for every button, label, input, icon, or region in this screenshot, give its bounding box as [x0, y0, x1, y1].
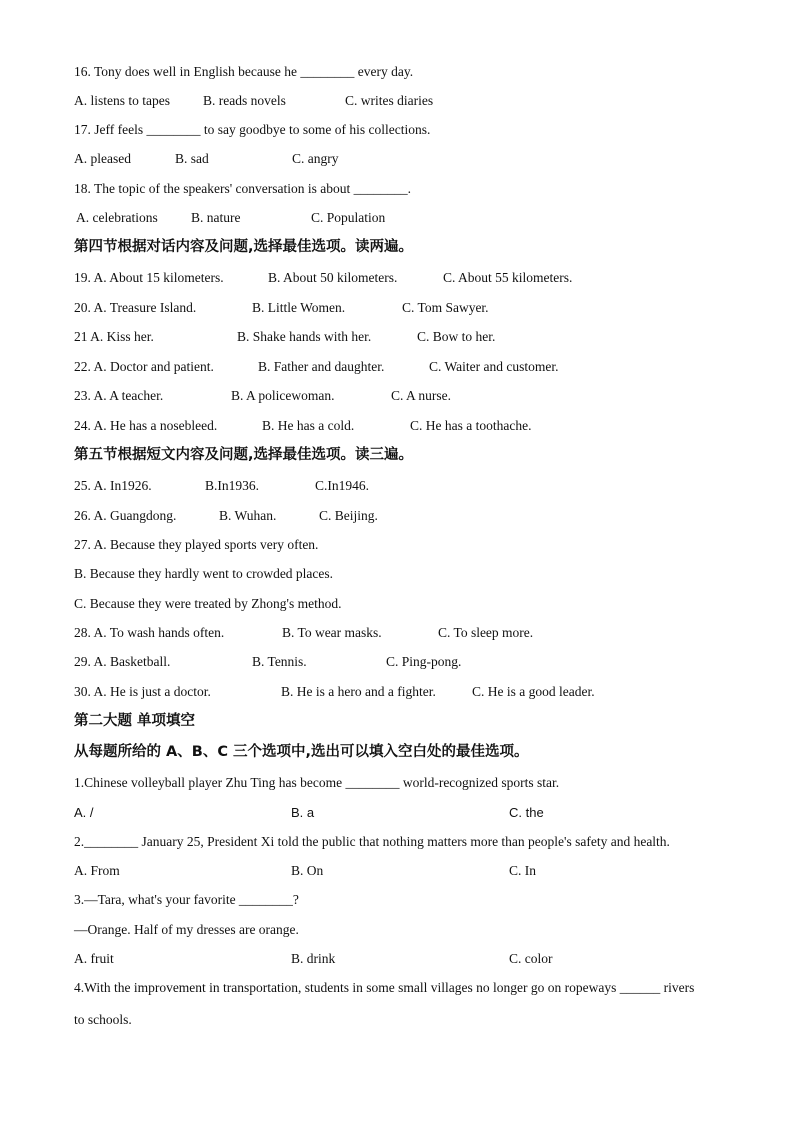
option-a[interactable]: 20. A. Treasure Island.	[74, 300, 197, 315]
part2-question-4-stem-continued: to schools.	[74, 1012, 132, 1027]
option-c[interactable]: C. Bow to her.	[417, 329, 496, 344]
option-b[interactable]: B. He is a hero and a fighter.	[281, 684, 436, 699]
question-27-option-a[interactable]: 27. A. Because they played sports very often.	[74, 537, 319, 552]
option-b[interactable]: B. Little Women.	[252, 300, 346, 315]
section-5-heading: 第五节根据短文内容及问题,选择最佳选项。读三遍。	[74, 447, 414, 463]
question-16-stem: 16. Tony does well in English because he ________ every day.	[74, 64, 414, 79]
option-b[interactable]: B. Tennis.	[252, 654, 307, 669]
option-b[interactable]: B. Father and daughter.	[258, 359, 385, 374]
option-c[interactable]: C. angry	[292, 151, 339, 166]
option-b[interactable]: B. reads novels	[203, 93, 286, 108]
option-b[interactable]: B. A policewoman.	[231, 388, 335, 403]
option-c[interactable]: C. Waiter and customer.	[429, 359, 559, 374]
option-c[interactable]: C. Beijing.	[319, 508, 378, 523]
option-b[interactable]: B. drink	[291, 951, 336, 966]
option-a[interactable]: A. listens to tapes	[74, 93, 170, 108]
option-a[interactable]: 29. A. Basketball.	[74, 654, 171, 669]
option-a[interactable]: 28. A. To wash hands often.	[74, 625, 225, 640]
option-c[interactable]: C.In1946.	[315, 478, 369, 493]
part2-question-4-stem: 4.With the improvement in transportation, students in some small villages no longer go on ropeways ______ rivers	[74, 980, 695, 995]
section-4-heading: 第四节根据对话内容及问题,选择最佳选项。读两遍。	[74, 239, 414, 255]
option-a[interactable]: 25. A. In1926.	[74, 478, 152, 493]
option-b[interactable]: B. He has a cold.	[262, 418, 355, 433]
option-b[interactable]: B.In1936.	[205, 478, 259, 493]
part2-question-1-stem: 1.Chinese volleyball player Zhu Ting has become ________ world-recognized sports star.	[74, 775, 560, 790]
option-a[interactable]: 23. A. A teacher.	[74, 388, 164, 403]
option-c[interactable]: C. To sleep more.	[438, 625, 534, 640]
option-a[interactable]: 24. A. He has a nosebleed.	[74, 418, 218, 433]
part2-question-3-stem: 3.—Tara, what's your favorite ________?	[74, 892, 299, 907]
option-c[interactable]: C. the	[509, 805, 544, 820]
part-2-title: 第二大题 单项填空	[74, 713, 196, 729]
option-c[interactable]: C. In	[509, 863, 536, 878]
option-b[interactable]: B. On	[291, 863, 324, 878]
option-b[interactable]: B. nature	[191, 210, 241, 225]
option-a[interactable]: 21 A. Kiss her.	[74, 329, 154, 344]
option-a[interactable]: 22. A. Doctor and patient.	[74, 359, 214, 374]
part-2-instruction: 从每题所给的 A、B、C 三个选项中,选出可以填入空白处的最佳选项。	[74, 744, 529, 760]
question-17-stem: 17. Jeff feels ________ to say goodbye to some of his collections.	[74, 122, 431, 137]
option-b[interactable]: B. a	[291, 805, 315, 820]
option-a[interactable]: A. /	[74, 805, 94, 820]
option-a[interactable]: A. fruit	[74, 951, 114, 966]
option-a[interactable]: 30. A. He is just a doctor.	[74, 684, 211, 699]
option-c[interactable]: C. Tom Sawyer.	[402, 300, 489, 315]
option-b[interactable]: B. Shake hands with her.	[237, 329, 372, 344]
option-b[interactable]: B. Wuhan.	[219, 508, 277, 523]
option-b[interactable]: B. To wear masks.	[282, 625, 382, 640]
option-c[interactable]: C. A nurse.	[391, 388, 452, 403]
option-c[interactable]: C. Ping-pong.	[386, 654, 462, 669]
option-c[interactable]: C. writes diaries	[345, 93, 434, 108]
part2-question-2-stem: 2.________ January 25, President Xi told the public that nothing matters more than people's safety and health.	[74, 834, 670, 849]
option-c[interactable]: C. Population	[311, 210, 386, 225]
option-a[interactable]: 19. A. About 15 kilometers.	[74, 270, 224, 285]
question-27-option-b[interactable]: B. Because they hardly went to crowded places.	[74, 566, 334, 581]
option-b[interactable]: B. sad	[175, 151, 209, 166]
option-c[interactable]: C. About 55 kilometers.	[443, 270, 573, 285]
option-c[interactable]: C. He has a toothache.	[410, 418, 532, 433]
question-27-option-c[interactable]: C. Because they were treated by Zhong's method.	[74, 596, 342, 611]
option-b[interactable]: B. About 50 kilometers.	[268, 270, 398, 285]
option-a[interactable]: A. From	[74, 863, 120, 878]
option-c[interactable]: C. color	[509, 951, 553, 966]
option-a[interactable]: 26. A. Guangdong.	[74, 508, 177, 523]
question-18-stem: 18. The topic of the speakers' conversation is about ________.	[74, 181, 411, 196]
option-c[interactable]: C. He is a good leader.	[472, 684, 595, 699]
part2-question-3-reply: —Orange. Half of my dresses are orange.	[74, 922, 299, 937]
option-a[interactable]: A. pleased	[74, 151, 131, 166]
option-a[interactable]: A. celebrations	[76, 210, 158, 225]
